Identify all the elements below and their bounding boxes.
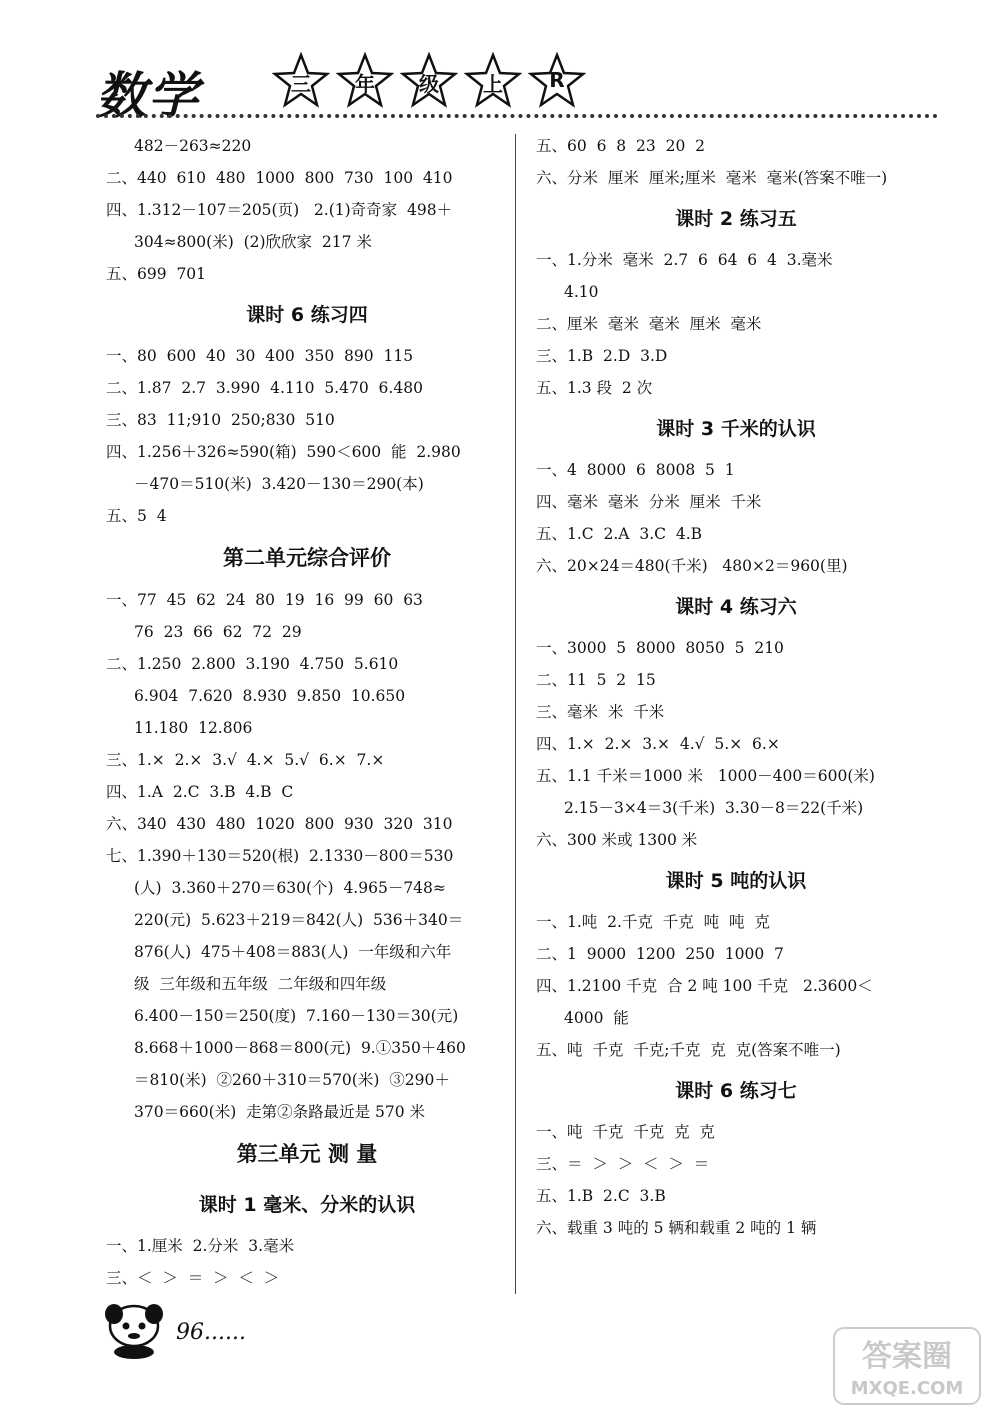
subject-title: 数学 (96, 67, 200, 125)
answer-line: 六、20×24＝480(千米) 480×2＝960(里) (536, 557, 848, 575)
right-column (536, 130, 936, 1244)
answer-line: 76 23 66 62 72 29 (134, 623, 302, 641)
answer-line: 二、1.87 2.7 3.990 4.110 5.470 6.480 (106, 379, 423, 397)
answer-line: 一、3000 5 8000 8050 5 210 (536, 639, 784, 657)
answer-line: 二、11 5 2 15 (536, 671, 656, 689)
answer-line: 四、1.312－107＝205(页) 2.(1)奇奇家 498＋ (106, 201, 453, 219)
answer-line: 一、4 8000 6 8008 5 1 (536, 461, 735, 479)
answer-line: 六、载重 3 吨的 5 辆和载重 2 吨的 1 辆 (536, 1219, 817, 1237)
answer-line: 五、5 4 (106, 507, 167, 525)
grade-char: R (549, 68, 565, 92)
unit-heading: 第二单元综合评价 (223, 546, 391, 570)
answer-line: 6.904 7.620 8.930 9.850 10.650 (134, 687, 406, 705)
answer-line: 一、80 600 40 30 400 350 890 115 (106, 347, 414, 365)
answer-line: 三、＜ ＞ ＝ ＞ ＜ ＞ (106, 1269, 280, 1287)
answer-line: 一、1.厘米 2.分米 3.毫米 (106, 1237, 295, 1255)
answer-line: 6.400－150＝250(度) 7.160－130＝30(元) (134, 1007, 459, 1025)
star-badge-5 (528, 52, 586, 110)
answer-line: 五、吨 千克 千克;千克 克 克(答案不唯一) (536, 1041, 841, 1059)
watermark-logo (832, 1326, 982, 1406)
answer-line: 五、1.1 千米＝1000 米 1000－400＝600(米) (536, 767, 875, 785)
answer-line: 二、1.250 2.800 3.190 4.750 5.610 (106, 655, 399, 673)
answer-line: 2.15－3×4＝3(千米) 3.30－8＝22(千米) (564, 799, 864, 817)
answer-line: 8.668＋1000－868＝800(元) 9.①350＋460 (134, 1039, 466, 1057)
lesson-heading: 课时 6 练习七 (675, 1080, 797, 1102)
grade-char: 三 (291, 72, 311, 96)
answer-line: 四、1.A 2.C 3.B 4.B C (106, 783, 294, 801)
answer-line: 220(元) 5.623＋219＝842(人) 536＋340＝ (134, 911, 464, 929)
unit-heading: 第三单元 测 量 (236, 1142, 378, 1166)
answer-line: 4.10 (564, 283, 599, 301)
grade-char: 年 (355, 72, 375, 96)
answer-line: 一、77 45 62 24 80 19 16 99 60 63 (106, 591, 423, 609)
watermark-text-url: MXQE.COM (850, 1378, 964, 1399)
lesson-heading: 课时 6 练习四 (246, 304, 368, 326)
answer-line: 五、60 6 8 23 20 2 (536, 137, 706, 155)
answer-line: 304≈800(米) (2)欣欣家 217 米 (134, 233, 372, 251)
answer-line: ＝810(米) ②260＋310＝570(米) ③290＋ (134, 1071, 450, 1089)
star-badge-3 (400, 52, 458, 110)
grade-stars (272, 52, 586, 110)
page-footer (100, 1300, 400, 1360)
answer-line: 七、1.390＋130＝520(根) 2.1330－800＝530 (106, 847, 454, 865)
page-number: 96...... (176, 1320, 246, 1345)
answer-line: 876(人) 475＋408＝883(人) 一年级和六年 (134, 943, 452, 961)
answer-line: 三、＝ ＞ ＞ ＜ ＞ ＝ (536, 1155, 710, 1173)
answer-line: 三、毫米 米 千米 (536, 703, 665, 721)
answer-line: 4000 能 (564, 1009, 629, 1027)
answer-line: 三、1.× 2.× 3.√ 4.× 5.√ 6.× 7.× (106, 751, 385, 769)
answer-line: (人) 3.360＋270＝630(个) 4.965－748≈ (134, 879, 446, 897)
answer-line: 一、1.吨 2.千克 千克 吨 吨 克 (536, 913, 770, 931)
star-badge-1 (272, 52, 330, 110)
left-column (106, 130, 508, 1294)
lesson-heading: 课时 2 练习五 (675, 208, 797, 230)
watermark-text-cn: 答案圈 (862, 1339, 952, 1374)
grade-char: 级 (419, 72, 439, 96)
answer-line: 四、毫米 毫米 分米 厘米 千米 (536, 493, 762, 511)
answer-line: －470＝510(米) 3.420－130＝290(本) (134, 475, 424, 493)
star-badge-2 (336, 52, 394, 110)
lesson-heading: 课时 4 练习六 (675, 596, 797, 618)
answer-line: 一、1.分米 毫米 2.7 6 64 6 4 3.毫米 (536, 251, 833, 269)
answer-line: 482－263≈220 (134, 137, 252, 155)
answer-line: 五、1.C 2.A 3.C 4.B (536, 525, 703, 543)
grade-char: 上 (483, 72, 503, 96)
column-divider (515, 134, 516, 1294)
answer-line: 级 三年级和五年级 二年级和四年级 (134, 975, 387, 993)
answer-line: 五、1.3 段 2 次 (536, 379, 653, 397)
mascot-icon (100, 1300, 170, 1360)
answer-line: 四、1.2100 千克 合 2 吨 100 千克 2.3600＜ (536, 977, 873, 995)
header-dotted-rule (96, 114, 938, 118)
lesson-heading: 课时 1 毫米、分米的认识 (198, 1194, 416, 1216)
answer-line: 五、1.B 2.C 3.B (536, 1187, 666, 1205)
answer-line: 二、440 610 480 1000 800 730 100 410 (106, 169, 453, 187)
answer-line: 一、吨 千克 千克 克 克 (536, 1123, 715, 1141)
answer-line: 370＝660(米) 走第②条路最近是 570 米 (134, 1103, 426, 1121)
answer-line: 二、1 9000 1200 250 1000 7 (536, 945, 784, 963)
answer-line: 二、厘米 毫米 毫米 厘米 毫米 (536, 315, 762, 333)
answer-line: 五、699 701 (106, 265, 207, 283)
lesson-heading: 课时 3 千米的认识 (656, 418, 816, 440)
answer-line: 11.180 12.806 (134, 719, 253, 737)
star-badge-4 (464, 52, 522, 110)
answer-line: 六、300 米或 1300 米 (536, 831, 698, 849)
lesson-heading: 课时 5 吨的认识 (665, 870, 807, 892)
answer-line: 三、1.B 2.D 3.D (536, 347, 668, 365)
answer-line: 六、分米 厘米 厘米;厘米 毫米 毫米(答案不唯一) (536, 169, 888, 187)
answer-line: 三、83 11;910 250;830 510 (106, 411, 335, 429)
answer-line: 四、1.× 2.× 3.× 4.√ 5.× 6.× (536, 735, 780, 753)
answer-line: 六、340 430 480 1020 800 930 320 310 (106, 815, 453, 833)
answer-line: 四、1.256＋326≈590(箱) 590＜600 能 2.980 (106, 443, 461, 461)
